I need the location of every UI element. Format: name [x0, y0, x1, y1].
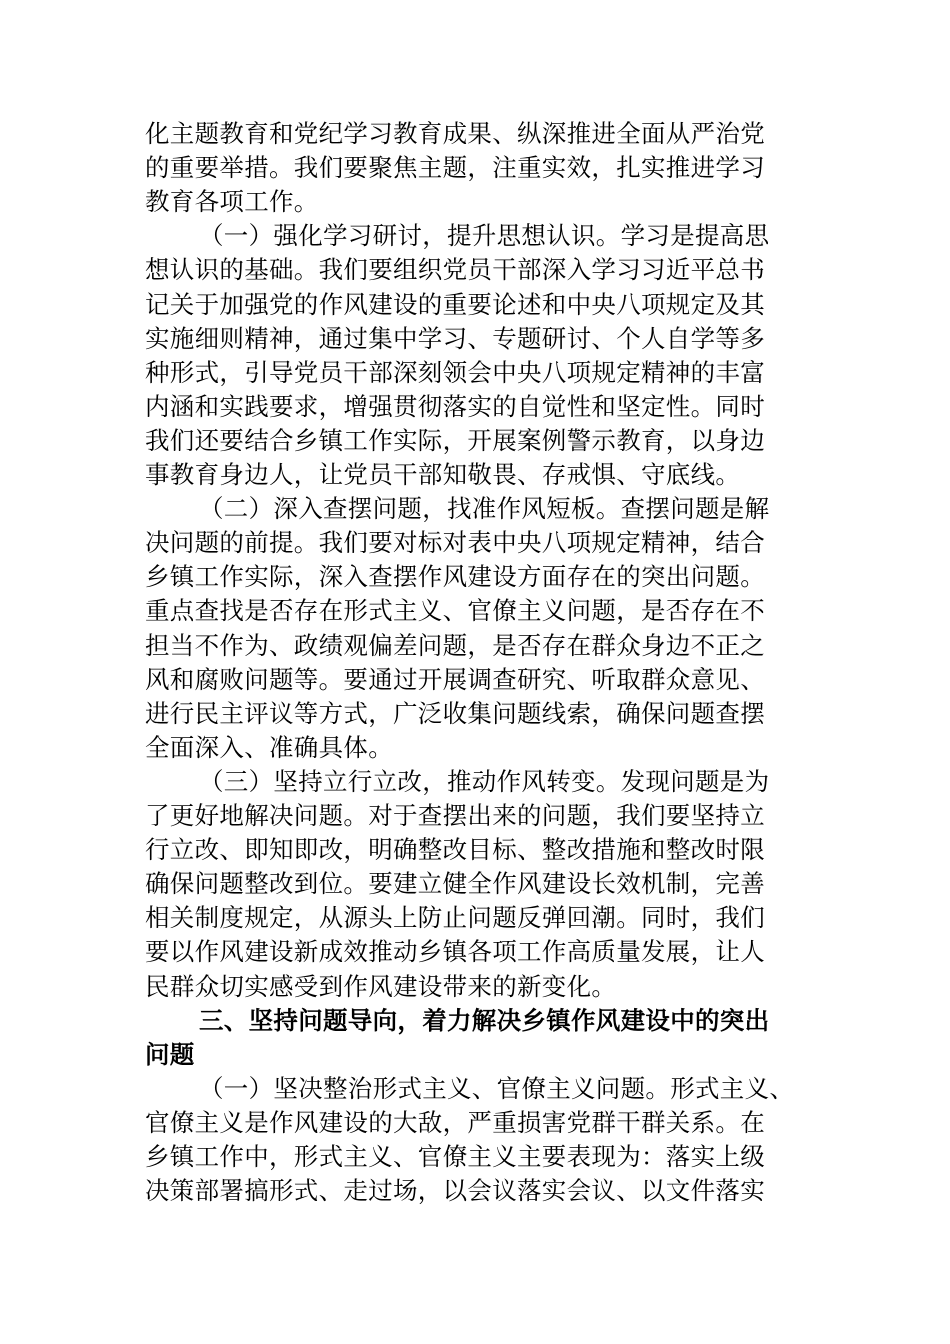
- text-line: 进行民主评议等方式，广泛收集问题线索，确保问题查摆: [145, 698, 765, 728]
- text-line: 事教育身边人，让党员干部知敬畏、存戒惧、守底线。: [145, 460, 741, 489]
- text-line: 决策部署搞形式、走过场，以会议落实会议、以文件落实: [145, 1176, 765, 1206]
- text-line: 化主题教育和党纪学习教育成果、纵深推进全面从严治党: [145, 119, 765, 148]
- text-line: 全面深入、准确具体。: [145, 732, 393, 762]
- text-line: 行立改、即知即改，明确整改目标、整改措施和整改时限: [145, 835, 765, 865]
- text-line: （一）强化学习研讨，提升思想认识。学习是提高思: [199, 221, 770, 251]
- text-line: （二）深入查摆问题，找准作风短板。查摆问题是解: [199, 494, 770, 524]
- text-line: （三）坚持立行立改，推动作风转变。发现问题是为: [199, 766, 770, 796]
- text-line: 担当不作为、政绩观偏差问题，是否存在群众身边不正之: [145, 630, 765, 660]
- text-line: 重点查找是否存在形式主义、官僚主义问题，是否存在不: [145, 596, 765, 626]
- section-heading-line: 三、坚持问题导向，着力解决乡镇作风建设中的突出: [199, 1005, 770, 1035]
- text-line: 相关制度规定，从源头上防止问题反弹回潮。同时，我们: [145, 903, 765, 933]
- section-heading-line: 问题: [145, 1039, 195, 1069]
- text-line: 的重要举措。我们要聚焦主题，注重实效，扎实推进学习: [145, 153, 765, 183]
- text-line: 了更好地解决问题。对于查摆出来的问题，我们要坚持立: [145, 801, 765, 830]
- text-line: 乡镇工作中，形式主义、官僚主义主要表现为：落实上级: [145, 1142, 765, 1171]
- text-line: 乡镇工作实际，深入查摆作风建设方面存在的突出问题。: [145, 562, 765, 592]
- text-line: 实施细则精神，通过集中学习、专题研讨、个人自学等多: [145, 323, 765, 353]
- text-line: 要以作风建设新成效推动乡镇各项工作高质量发展，让人: [145, 937, 765, 967]
- text-line: 我们还要结合乡镇工作实际，开展案例警示教育，以身边: [145, 425, 765, 455]
- text-line: 民群众切实感受到作风建设带来的新变化。: [145, 971, 617, 1001]
- text-line: 种形式，引导党员干部深刻领会中央八项规定精神的丰富: [145, 357, 765, 387]
- text-line: 记关于加强党的作风建设的重要论述和中央八项规定及其: [145, 289, 765, 319]
- text-line: 想认识的基础。我们要组织党员干部深入学习习近平总书: [145, 255, 765, 285]
- text-line: 教育各项工作。: [145, 187, 319, 217]
- text-line: 决问题的前提。我们要对标对表中央八项规定精神，结合: [145, 528, 765, 558]
- text-line: （一）坚决整治形式主义、官僚主义问题。形式主义、: [199, 1073, 795, 1103]
- text-line: 内涵和实践要求，增强贯彻落实的自觉性和坚定性。同时: [145, 391, 765, 421]
- text-line: 官僚主义是作风建设的大敌，严重损害党群干群关系。在: [145, 1107, 765, 1137]
- text-line: 风和腐败问题等。要通过开展调查研究、听取群众意见、: [145, 664, 765, 694]
- text-line: 确保问题整改到位。要建立健全作风建设长效机制，完善: [145, 869, 765, 899]
